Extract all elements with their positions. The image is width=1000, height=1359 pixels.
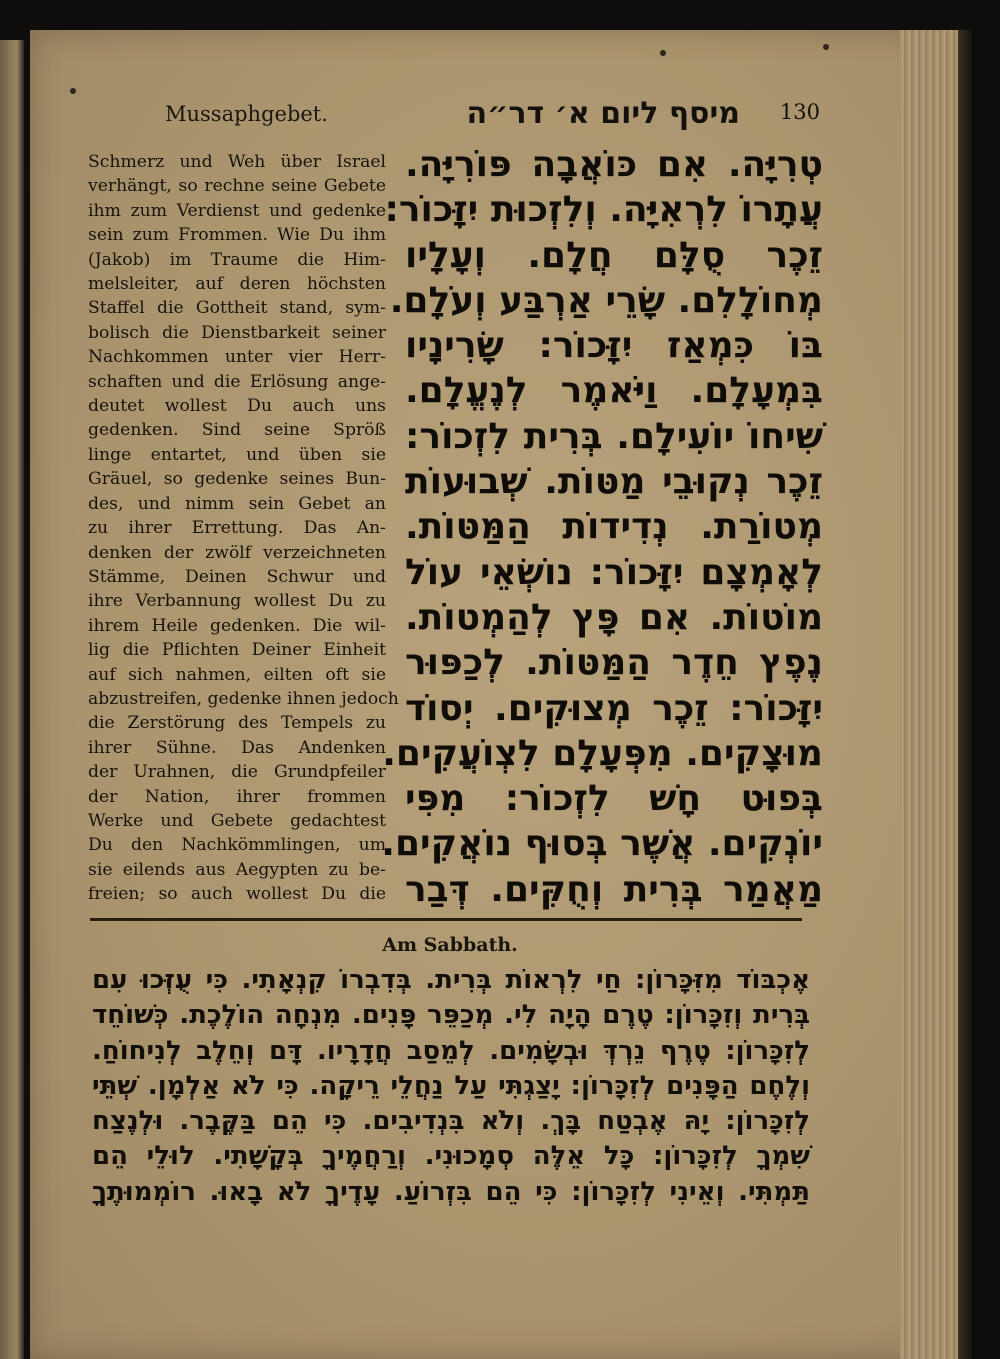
german-translation-column (88, 150, 399, 907)
ink-speck (823, 44, 829, 50)
german-line: freien; so auch wollest Du die (88, 884, 386, 905)
hebrew-line: בִּמְעָלָם. וַיֹּאמֶר לְנֶעֱלָם. (405, 370, 823, 412)
german-line: verhängt, so rechne seine Gebete (88, 176, 386, 197)
sabbath-hebrew-block (92, 963, 810, 1210)
german-line: ihm zum Verdienst und gedenke (88, 200, 386, 221)
hebrew-line: יוֹנְקִים. אֲשֶׁר בְּסוּף נוֹאֲקִים. (381, 823, 823, 865)
previous-page-edge (0, 40, 24, 1359)
page-stack-edge (900, 30, 962, 1359)
hebrew-line: מוֹטוֹת. אִם פָּץ לְהַמְטוֹת. (405, 596, 823, 638)
hebrew-line: עֲתָרוֹ לִרְאִיָּה. וְלִזְכוּת יִזָּכוֹר: (384, 189, 823, 231)
page-header (80, 96, 820, 136)
sabbath-line: שִׁמְךָ לְזִכָּרוֹן: כָּל אֵלֶּה סְמָכוּנִי. וְרַחֲמֶיךָ בְּקָשָׁתִי. לוּלֵי הֵם (92, 1141, 810, 1172)
hebrew-line: זֵכֶר סֻלָּם חֲלָם. וְעָלָיו (405, 234, 823, 276)
german-line: melsleiter, auf deren höchsten (88, 274, 386, 295)
german-line: Schmerz und Weh über Israel (88, 152, 386, 172)
sabbath-line: וְלֶחֶם הַפָּנִים לְזִכָּרוֹן: יָצַגְתִּי עַל נַחֲלֵי רֵיקָה. כִּי לֹא אַלְמָן. שְׁתֵּי (92, 1070, 810, 1101)
sabbath-line: לְזִכָּרוֹן: טֶרֶף נֵרְדְּ וּבְשָׂמִים. לְמֵסַב חֲדָרָיו. דָּם וְחֵלֶב לְנִיחוֹחַ. (92, 1035, 810, 1066)
section-divider-rule (90, 918, 802, 921)
german-line: gedenken. Sind seine Spröß (88, 420, 386, 441)
hebrew-text-column (381, 142, 823, 912)
running-head: Mussaphgebet. (165, 102, 328, 126)
hebrew-line: מוּצָקִים. מִפְּעָלָם לִצְוֹעֲקִים. (382, 732, 823, 774)
german-line: Staffel die Gottheit stand, sym- (88, 298, 386, 319)
german-line: ihre Verbannung wollest Du zu (88, 591, 386, 612)
page-number: 130 (779, 100, 820, 124)
german-line: der Nation, ihrer frommen (88, 786, 386, 807)
german-line: auf sich nahmen, eilten oft sie (88, 664, 386, 685)
hebrew-line: זֵכֶר נְקוּבֵי מַטּוֹת. שְׁבוּעוֹת (405, 461, 823, 503)
sabbath-line: תַּמְתִּי. וְאֵינִי לְזִכָּרוֹן: כִּי הֵם בִּזְרוֹעַ. עָדֶיךָ לֹא בָאוּ. רוֹמְמוּתֶךָ (92, 1176, 810, 1207)
german-line: ihrem Heile gedenken. Die wil- (88, 615, 386, 636)
german-line: linge entartet, und üben sie (88, 444, 386, 465)
ink-speck (70, 88, 76, 94)
german-line: (Jakob) im Traume die Him- (88, 249, 386, 270)
hebrew-line: בּוֹ כִּמְאַז יִזָּכוֹר: שָׂרִינָיו (405, 325, 823, 367)
german-line: des, und nimm sein Gebet an (88, 493, 386, 514)
hebrew-line: יִזָּכוֹר: זֵכֶר מְצוּקִים. יְסוֹד (405, 687, 823, 729)
hebrew-line: מְטוֹרַת. נְדִידוֹת הַמַּטּוֹת. (405, 506, 823, 548)
hebrew-line: מְחוֹלָלִם. שָׂרֵי אַרְבַּע וְעֹלָם. (389, 279, 823, 321)
german-line: bolisch die Dienstbarkeit seiner (88, 322, 386, 343)
german-line: sein zum Frommen. Wie Du ihm (88, 225, 386, 246)
hebrew-line: נֶפֶץ חֵדֶר הַמַּטּוֹת. לְכַפּוּר (405, 642, 823, 684)
german-line: schaften und die Erlösung ange- (88, 371, 386, 392)
sabbath-line: אֶכְבּוֹד מִזִּכָּרוֹן: חַי לִרְאוֹת בְּרִית. בְּדִבְרוֹ קִנְאָתִי. כִּי עֻזְּכוּ עִם (92, 965, 810, 995)
sabbath-line: לְזִכָּרוֹן: יָהּ אֶבְטַח בָּךְ. וְלֹא בִּנְדִיבִים. כִּי הֵם בַּקֶּבֶר. וּלְנֶצַח (92, 1106, 810, 1137)
sabbath-heading: Am Sabbath. (382, 934, 518, 956)
german-line: Gräuel, so gedenke seines Bun- (88, 469, 386, 490)
german-line: lig die Pflichten Deiner Einheit (88, 640, 386, 661)
german-line: Du den Nachkömmlingen, um (88, 835, 386, 856)
german-line: ihrer Sühne. Das Andenken (88, 737, 386, 758)
german-line: Werke und Gebete gedachtest (88, 810, 386, 831)
german-line: Nachkommen unter vier Herr- (88, 347, 386, 368)
german-line: abzustreifen, gedenke ihnen jedoch (88, 688, 399, 709)
hebrew-line: בְּפוּט חָשׁ לִזְכוֹר: מִפִּי (405, 778, 823, 820)
ink-speck (660, 50, 666, 56)
german-line: sie eilends aus Aegypten zu be- (88, 859, 386, 880)
german-line: deutet wollest Du auch uns (88, 396, 386, 417)
hebrew-line: לְאָמְצָם יִזָּכוֹר: נוֹשְׂאֵי עוֹל (405, 551, 823, 593)
german-line: Stämme, Deinen Schwur und (88, 566, 386, 587)
hebrew-running-head: מיסף ליום א׳ דר״ה (466, 96, 740, 131)
german-line: denken der zwölf verzeichneten (88, 542, 386, 563)
german-line: der Urahnen, die Grundpfeiler (88, 762, 386, 783)
hebrew-line: מַאֲמַר בְּרִית וְחֻקִּים. דְּבַר (405, 868, 823, 910)
sabbath-line: בְּרִית וְזִכָּרוֹן: טֶרֶם הָיָה לִי. מְכַפֵּר פָּנִים. מִנְחָה הוֹלֶכֶת. כְּשׁוֹחֵד (92, 1000, 810, 1031)
hebrew-line: שִׁיחוֹ יוֹעִילָם. בְּרִית לִזְכוֹר: (405, 415, 823, 457)
german-line: zu ihrer Errettung. Das An- (88, 518, 386, 539)
hebrew-line: טְרִיָּה. אִם כּוֹאֲבָה פּוֹרִיָּה. (405, 144, 823, 185)
german-line: die Zerstörung des Tempels zu (88, 713, 386, 734)
